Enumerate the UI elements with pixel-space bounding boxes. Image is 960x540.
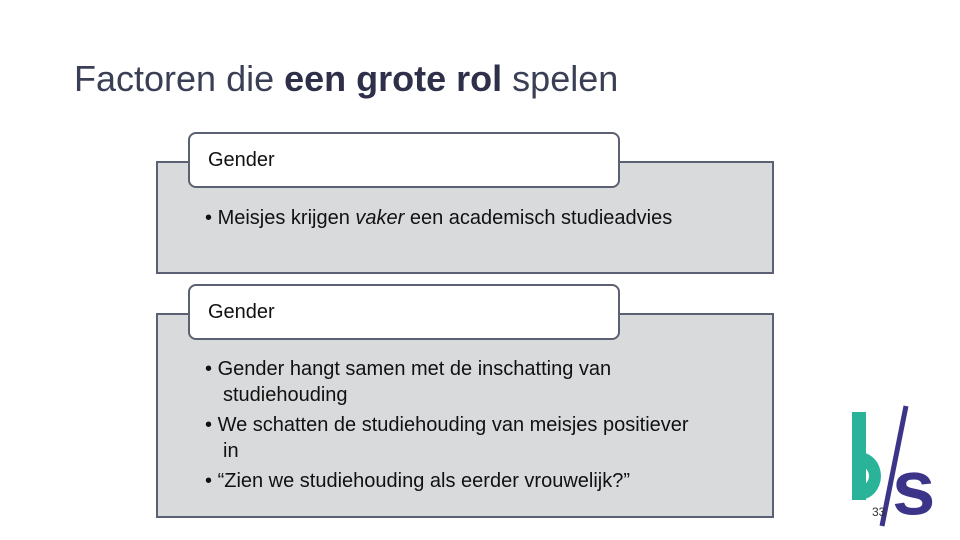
list-item: • “Zien we studiehouding als eerder vrouwelijk?” bbox=[205, 468, 703, 494]
panel-heading-2 bbox=[188, 284, 620, 340]
page-number: 33 bbox=[872, 505, 886, 519]
bs-logo bbox=[848, 404, 944, 528]
panel-heading-1 bbox=[188, 132, 620, 188]
bullet-text: Meisjes krijgen bbox=[217, 207, 356, 229]
logo-b bbox=[852, 412, 881, 500]
title-emphasis: een grote rol bbox=[284, 58, 503, 99]
list-item: • We schatten de studiehouding van meisjes positiever in bbox=[205, 412, 703, 464]
list-item: • Gender hangt samen met de inschatting van studiehouding bbox=[205, 356, 703, 408]
bullet-emphasis: vaker bbox=[355, 207, 405, 229]
bullet-list-2 bbox=[205, 356, 703, 498]
bullet-text: een academisch studieadvies bbox=[404, 207, 673, 229]
list-item bbox=[205, 205, 703, 231]
title-suffix: spelen bbox=[502, 58, 619, 99]
panel-heading-2-label: Gender bbox=[208, 300, 275, 323]
slide-title bbox=[74, 58, 618, 100]
bullet-list-1 bbox=[205, 205, 703, 235]
title-prefix: Factoren die bbox=[74, 58, 285, 99]
logo-s: s bbox=[892, 443, 936, 528]
panel-heading-1-label: Gender bbox=[208, 148, 275, 171]
